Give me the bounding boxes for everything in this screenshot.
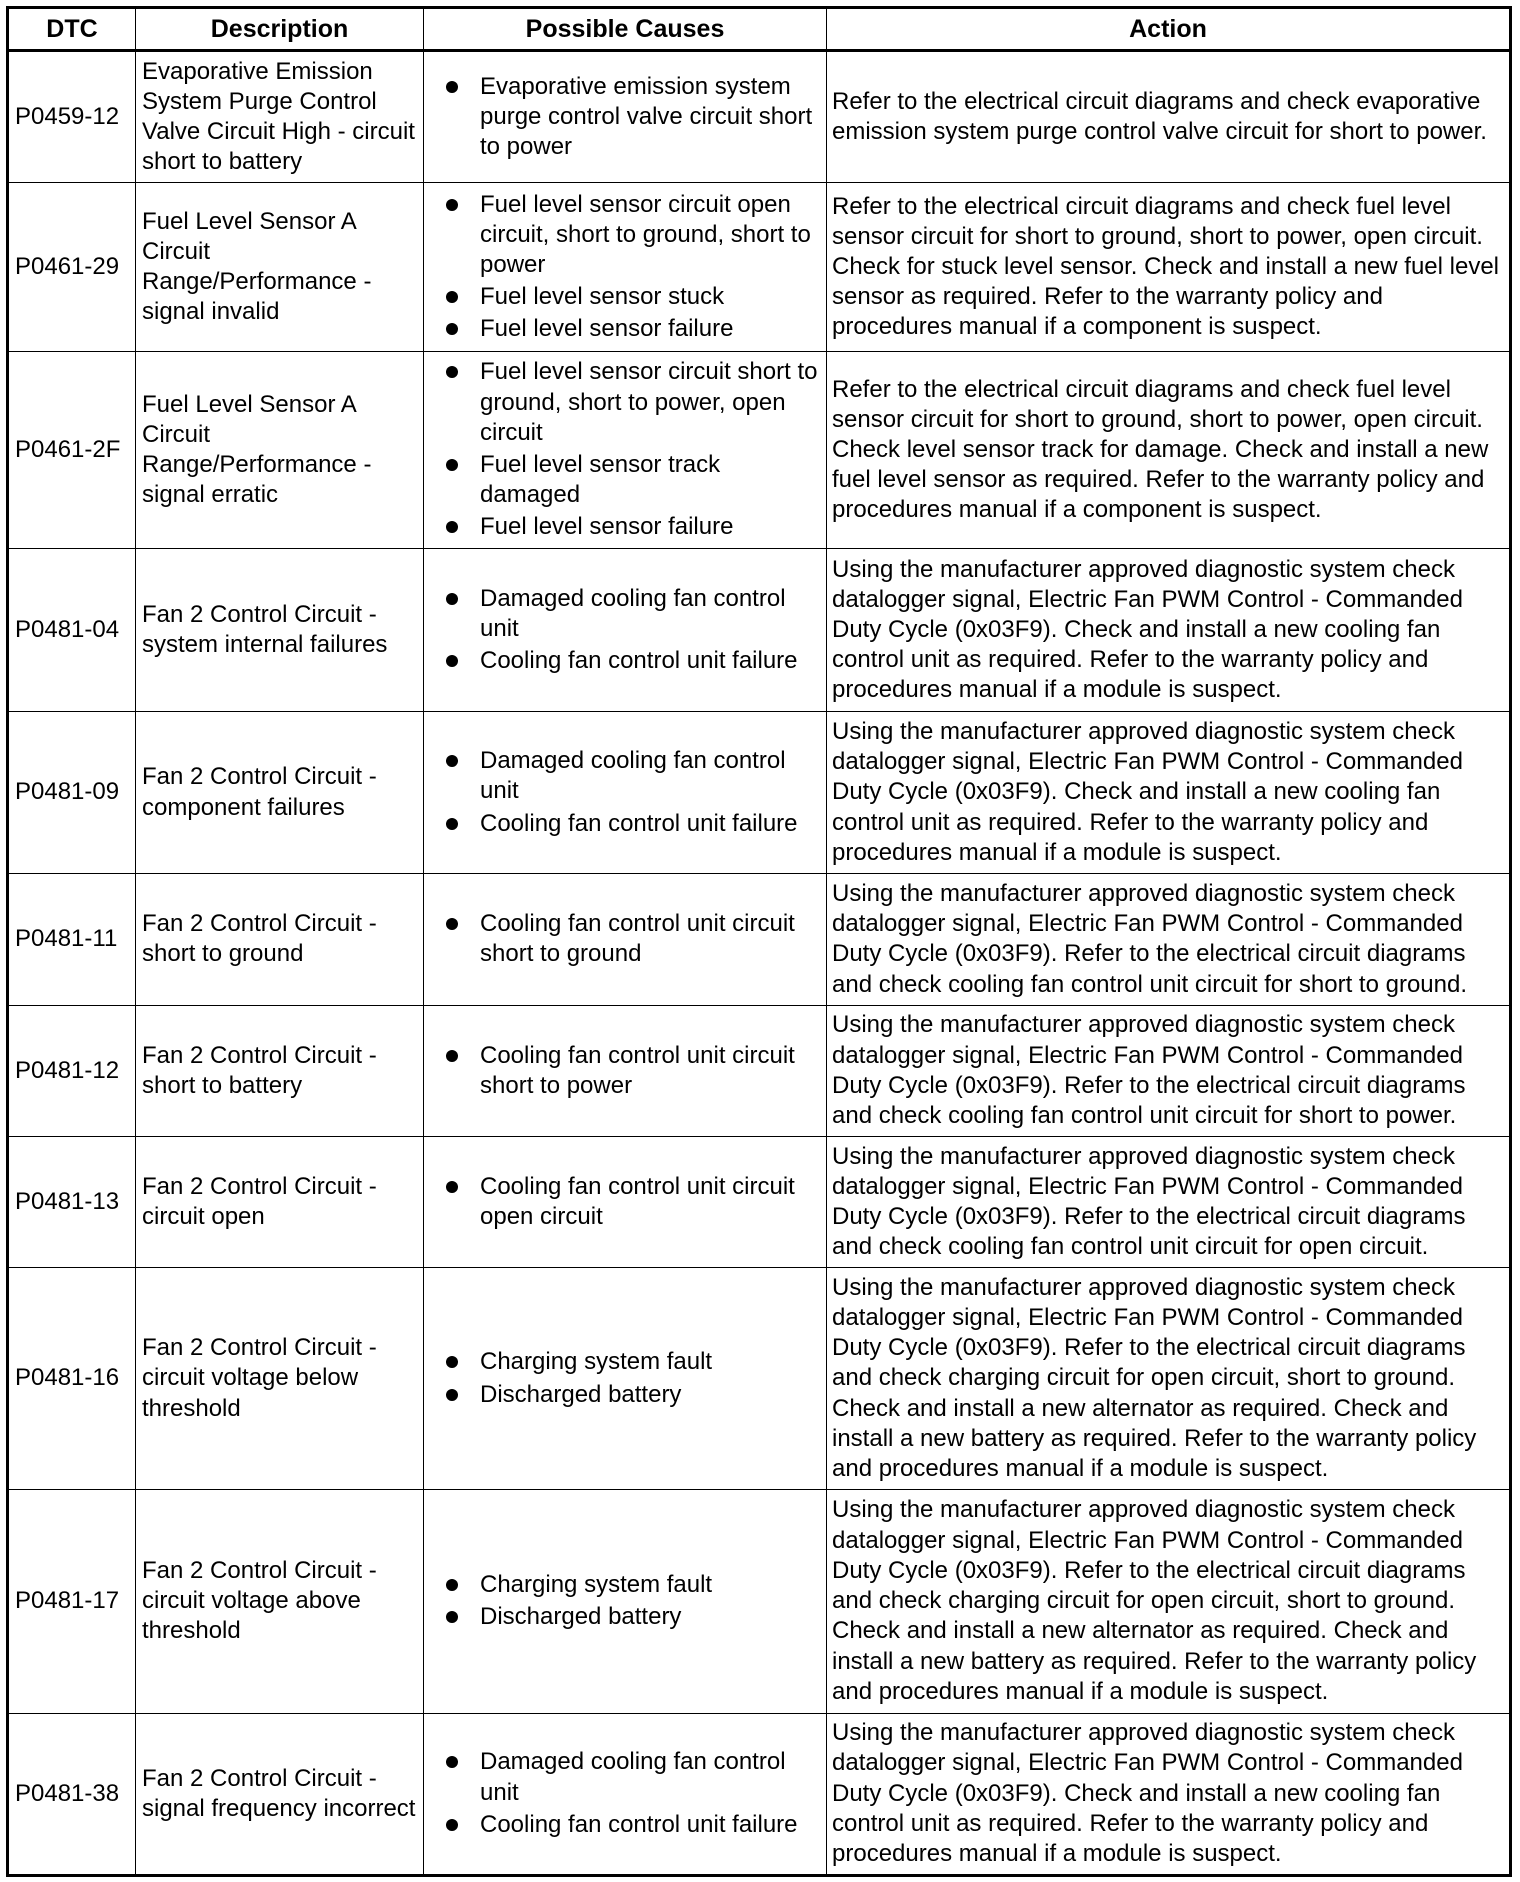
bullet-icon xyxy=(446,1611,458,1623)
bullet-icon xyxy=(446,366,458,378)
causes-list xyxy=(444,1041,822,1101)
table-row xyxy=(8,874,1511,1005)
cause-text: Cooling fan control unit circuit short to ground xyxy=(480,910,795,968)
causes-list xyxy=(444,1172,822,1232)
table-body xyxy=(8,51,1511,1876)
table-row xyxy=(8,549,1511,711)
cause-item xyxy=(444,1810,822,1840)
dtc-code: P0481-13 xyxy=(8,1136,136,1267)
cause-item xyxy=(444,1041,822,1101)
cause-item xyxy=(444,1172,822,1232)
bullet-icon xyxy=(446,918,458,930)
possible-causes xyxy=(424,351,827,549)
header-description: Description xyxy=(136,8,424,51)
dtc-code: P0481-16 xyxy=(8,1268,136,1490)
causes-list xyxy=(444,584,822,677)
dtc-action: Refer to the electrical circuit diagrams and check evaporative emission system purge control valve circuit for short to power. xyxy=(827,51,1511,183)
dtc-description: Fan 2 Control Circuit - system internal failures xyxy=(136,549,424,711)
bullet-icon xyxy=(446,593,458,605)
causes-list xyxy=(444,190,822,345)
header-action: Action xyxy=(827,8,1511,51)
cause-item xyxy=(444,357,822,448)
dtc-action: Using the manufacturer approved diagnostic system check datalogger signal, Electric Fan PWM Control - Commanded Duty Cycle (0x03F9). Check and install a new cooling fan control unit as required. Refer to the warranty policy and procedures manual if a module is suspect. xyxy=(827,711,1511,873)
dtc-action: Using the manufacturer approved diagnostic system check datalogger signal, Electric Fan PWM Control - Commanded Duty Cycle (0x03F9). Check and install a new cooling fan control unit as required. Refer to the warranty policy and procedures manual if a module is suspect. xyxy=(827,549,1511,711)
cause-text: Cooling fan control unit failure xyxy=(480,809,798,837)
bullet-icon xyxy=(446,521,458,533)
dtc-description: Fan 2 Control Circuit - circuit voltage above threshold xyxy=(136,1489,424,1713)
possible-causes xyxy=(424,874,827,1005)
header-dtc: DTC xyxy=(8,8,136,51)
bullet-icon xyxy=(446,291,458,303)
table-row xyxy=(8,1713,1511,1876)
bullet-icon xyxy=(446,1356,458,1368)
cause-text: Damaged cooling fan control unit xyxy=(480,747,786,805)
cause-text: Fuel level sensor failure xyxy=(480,513,734,541)
cause-text: Cooling fan control unit circuit short to power xyxy=(480,1041,795,1099)
possible-causes xyxy=(424,711,827,873)
dtc-description: Fan 2 Control Circuit - component failures xyxy=(136,711,424,873)
dtc-code: P0481-17 xyxy=(8,1489,136,1713)
possible-causes xyxy=(424,183,827,351)
cause-text: Fuel level sensor stuck xyxy=(480,283,725,311)
bullet-icon xyxy=(446,1756,458,1768)
cause-item xyxy=(444,809,822,839)
causes-list xyxy=(444,1570,822,1632)
bullet-icon xyxy=(446,1819,458,1831)
dtc-description: Fan 2 Control Circuit - short to ground xyxy=(136,874,424,1005)
header-possible-causes: Possible Causes xyxy=(424,8,827,51)
bullet-icon xyxy=(446,81,458,93)
dtc-description: Fan 2 Control Circuit - circuit voltage below threshold xyxy=(136,1268,424,1490)
table-row xyxy=(8,351,1511,549)
dtc-code: P0459-12 xyxy=(8,51,136,183)
bullet-icon xyxy=(446,1579,458,1591)
table-row xyxy=(8,1489,1511,1713)
dtc-code: P0481-09 xyxy=(8,711,136,873)
dtc-description: Fuel Level Sensor A Circuit Range/Performance - signal invalid xyxy=(136,183,424,351)
cause-item xyxy=(444,584,822,644)
bullet-icon xyxy=(446,818,458,830)
dtc-description: Fan 2 Control Circuit - signal frequency incorrect xyxy=(136,1713,424,1876)
dtc-action: Using the manufacturer approved diagnostic system check datalogger signal, Electric Fan PWM Control - Commanded Duty Cycle (0x03F9). Refer to the electrical circuit diagrams and check cooling fan control unit circuit for short to power. xyxy=(827,1005,1511,1136)
dtc-code: P0481-11 xyxy=(8,874,136,1005)
table-row xyxy=(8,1268,1511,1490)
bullet-icon xyxy=(446,755,458,767)
dtc-action: Using the manufacturer approved diagnostic system check datalogger signal, Electric Fan PWM Control - Commanded Duty Cycle (0x03F9). Refer to the electrical circuit diagrams and check charging circuit for open circuit, short to ground. Check and install a new alternator as required. Check and install a new battery as required. Refer to the warranty policy and procedures manual if a module is suspect. xyxy=(827,1268,1511,1490)
cause-item xyxy=(444,1380,822,1410)
cause-text: Cooling fan control unit failure xyxy=(480,647,798,675)
cause-item xyxy=(444,450,822,510)
table-row xyxy=(8,1005,1511,1136)
cause-text: Cooling fan control unit failure xyxy=(480,1810,798,1838)
cause-item xyxy=(444,1747,822,1807)
bullet-icon xyxy=(446,459,458,471)
dtc-action: Using the manufacturer approved diagnostic system check datalogger signal, Electric Fan PWM Control - Commanded Duty Cycle (0x03F9). Refer to the electrical circuit diagrams and check cooling fan control unit circuit for open circuit. xyxy=(827,1136,1511,1267)
dtc-action: Using the manufacturer approved diagnostic system check datalogger signal, Electric Fan PWM Control - Commanded Duty Cycle (0x03F9). Check and install a new cooling fan control unit as required. Refer to the warranty policy and procedures manual if a module is suspect. xyxy=(827,1713,1511,1876)
cause-text: Fuel level sensor failure xyxy=(480,315,734,343)
dtc-code: P0481-12 xyxy=(8,1005,136,1136)
dtc-description: Fuel Level Sensor A Circuit Range/Performance - signal erratic xyxy=(136,351,424,549)
possible-causes xyxy=(424,1005,827,1136)
dtc-action: Using the manufacturer approved diagnostic system check datalogger signal, Electric Fan PWM Control - Commanded Duty Cycle (0x03F9). Refer to the electrical circuit diagrams and check charging circuit for open circuit, short to ground. Check and install a new alternator as required. Check and install a new battery as required. Refer to the warranty policy and procedures manual if a module is suspect. xyxy=(827,1489,1511,1713)
bullet-icon xyxy=(446,1050,458,1062)
causes-list xyxy=(444,909,822,969)
cause-item xyxy=(444,1347,822,1377)
dtc-code: P0481-04 xyxy=(8,549,136,711)
table-row xyxy=(8,51,1511,183)
causes-list xyxy=(444,1347,822,1409)
bullet-icon xyxy=(446,655,458,667)
cause-item xyxy=(444,512,822,542)
cause-text: Charging system fault xyxy=(480,1570,713,1598)
table-row xyxy=(8,183,1511,351)
causes-list xyxy=(444,72,822,163)
causes-list xyxy=(444,1747,822,1840)
cause-item xyxy=(444,909,822,969)
possible-causes xyxy=(424,1713,827,1876)
cause-text: Damaged cooling fan control unit xyxy=(480,584,786,642)
cause-item xyxy=(444,1570,822,1600)
possible-causes xyxy=(424,1489,827,1713)
causes-list xyxy=(444,746,822,839)
bullet-icon xyxy=(446,199,458,211)
cause-text: Fuel level sensor track damaged xyxy=(480,451,721,509)
dtc-code: P0461-2F xyxy=(8,351,136,549)
cause-text: Charging system fault xyxy=(480,1348,713,1376)
bullet-icon xyxy=(446,1181,458,1193)
cause-text: Discharged battery xyxy=(480,1380,682,1408)
dtc-code: P0461-29 xyxy=(8,183,136,351)
cause-text: Damaged cooling fan control unit xyxy=(480,1748,786,1806)
dtc-description: Evaporative Emission System Purge Control Valve Circuit High - circuit short to battery xyxy=(136,51,424,183)
cause-item xyxy=(444,746,822,806)
table-row xyxy=(8,711,1511,873)
bullet-icon xyxy=(446,323,458,335)
table-row xyxy=(8,1136,1511,1267)
cause-text: Fuel level sensor circuit short to ground, short to power, open circuit xyxy=(480,358,818,446)
causes-list xyxy=(444,357,822,542)
cause-item xyxy=(444,72,822,163)
cause-text: Discharged battery xyxy=(480,1603,682,1631)
dtc-description: Fan 2 Control Circuit - circuit open xyxy=(136,1136,424,1267)
bullet-icon xyxy=(446,1389,458,1401)
possible-causes xyxy=(424,51,827,183)
cause-item xyxy=(444,1602,822,1632)
cause-item xyxy=(444,190,822,281)
cause-item xyxy=(444,646,822,676)
possible-causes xyxy=(424,1268,827,1490)
possible-causes xyxy=(424,549,827,711)
cause-text: Evaporative emission system purge control valve circuit short to power xyxy=(480,72,813,161)
dtc-description: Fan 2 Control Circuit - short to battery xyxy=(136,1005,424,1136)
possible-causes xyxy=(424,1136,827,1267)
cause-text: Fuel level sensor circuit open circuit, short to ground, short to power xyxy=(480,190,811,278)
dtc-action: Refer to the electrical circuit diagrams and check fuel level sensor circuit for short to ground, short to power, open circuit. Check for stuck level sensor. Check and install a new fuel level sensor as required. Refer to the warranty policy and procedures manual if a component is suspect. xyxy=(827,183,1511,351)
cause-text: Cooling fan control unit circuit open circuit xyxy=(480,1172,795,1231)
cause-item xyxy=(444,314,822,344)
cause-item xyxy=(444,282,822,312)
dtc-action: Refer to the electrical circuit diagrams and check fuel level sensor circuit for short to ground, short to power, open circuit. Check level sensor track for damage. Check and install a new fuel level sensor as required. Refer to the warranty policy and procedures manual if a component is suspect. xyxy=(827,351,1511,549)
dtc-code: P0481-38 xyxy=(8,1713,136,1876)
header-row xyxy=(8,8,1511,51)
dtc-action: Using the manufacturer approved diagnostic system check datalogger signal, Electric Fan PWM Control - Commanded Duty Cycle (0x03F9). Refer to the electrical circuit diagrams and check cooling fan control unit circuit for short to ground. xyxy=(827,874,1511,1005)
dtc-table xyxy=(6,6,1512,1877)
